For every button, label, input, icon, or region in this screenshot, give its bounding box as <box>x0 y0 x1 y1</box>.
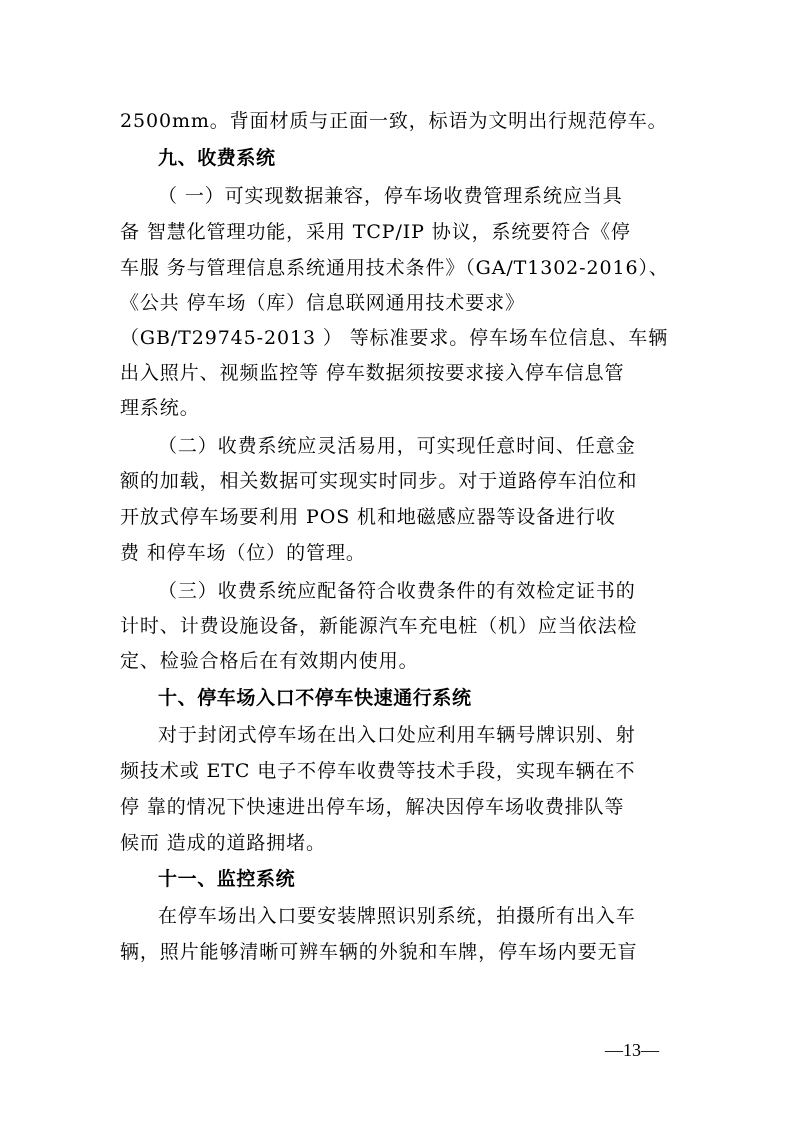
text-line: 频技术或 ETC 电子不停车收费等技术手段，实现车辆在不 <box>120 760 636 782</box>
text-line: 备 智慧化管理功能，采用 TCP/IP 协议，系统要符合《停 <box>120 221 631 243</box>
text-line: （二）收费系统应灵活易用，可实现任意时间、任意金 <box>158 435 636 457</box>
text-line: 车服 务与管理信息系统通用技术条件》（GA/T1302-2016）、 <box>120 257 669 279</box>
page-number: —13— <box>605 1040 659 1060</box>
text-line: 定、检验合格后在有效期内使用。 <box>120 650 419 672</box>
section-heading: 十、停车场入口不停车快速通行系统 <box>158 687 472 709</box>
section-heading: 十一、监控系统 <box>158 868 296 890</box>
text-line: 费 和停车场（位）的管理。 <box>120 542 366 564</box>
text-line: （GB/T29745-2013 ） 等标准要求。停车场车位信息、车辆 <box>120 327 669 349</box>
text-line: 2500mm。背面材质与正面一致，标语为文明出行规范停车。 <box>120 110 668 132</box>
text-line: （ 一）可实现数据兼容，停车场收费管理系统应当具 <box>158 185 623 207</box>
text-line: 理系统。 <box>120 397 200 419</box>
text-line: （三）收费系统应配备符合收费条件的有效检定证书的 <box>158 580 636 602</box>
text-line: 候而 造成的道路拥堵。 <box>120 832 326 854</box>
text-line: 计时、计费设施设备，新能源汽车充电桩（机）应当依法检 <box>120 615 638 637</box>
text-line: 辆，照片能够清晰可辨车辆的外貌和车牌，停车场内要无盲 <box>120 941 638 963</box>
text-line: 《公共 停车场（库）信息联网通用技术要求》 <box>120 292 525 314</box>
text-line: 对于封闭式停车场在出入口处应利用车辆号牌识别、射 <box>158 724 636 746</box>
text-line: 停 靠的情况下快速进出停车场，解决因停车场收费排队等 <box>120 796 625 818</box>
text-line: 额的加载，相关数据可实现实时同步。对于道路停车泊位和 <box>120 470 638 492</box>
text-line: 出入照片、视频监控等 停车数据须按要求接入停车信息管 <box>120 362 625 384</box>
text-line: 开放式停车场要利用 POS 机和地磁感应器等设备进行收 <box>120 506 616 528</box>
section-heading: 九、收费系统 <box>158 147 276 169</box>
text-line: 在停车场出入口要安装牌照识别系统，拍摄所有出入车 <box>158 905 636 927</box>
